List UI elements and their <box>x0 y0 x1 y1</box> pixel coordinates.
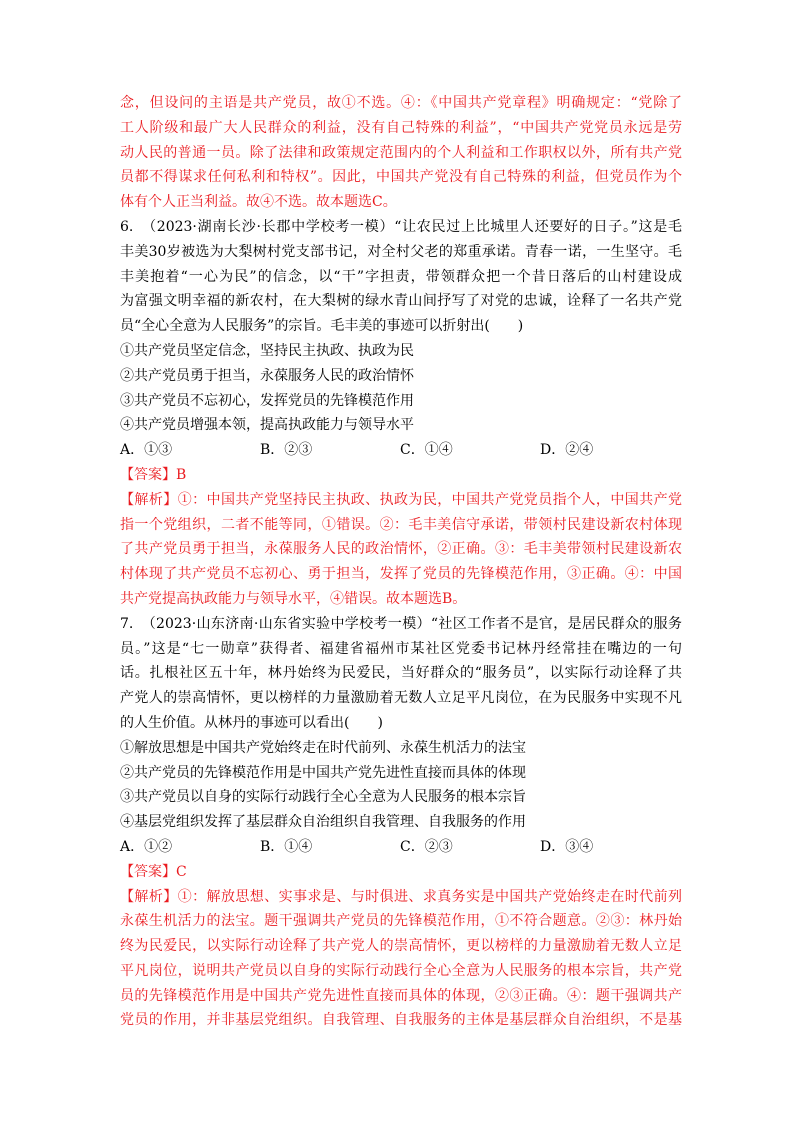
answer-choices <box>120 835 682 860</box>
analysis-text: ①：解放思想、实事求是、与时俱进、求真务实是中国共产党始终走在时代前列 <box>177 888 683 905</box>
question-stem-line: 丰美抱着“一心为民”的信念，以“干”字担责，带领群众把一个昔日落后的山村建设成 <box>120 268 682 285</box>
question-stem-text: “让农民过上比城里人还要好的日子。”这是毛 <box>394 218 682 235</box>
question-stem-line: 为富强文明幸福的新农村，在大梨树的绿水青山间抒写了对党的忠诚，诠释了一名共产党 <box>120 293 682 310</box>
question-source: （2023·湖南长沙·长郡中学校考一模） <box>141 218 395 235</box>
analysis-line: 了共产党员勇于担当，永葆服务人民的政治情怀，②正确。③：毛丰美带领村民建设新农 <box>120 541 682 558</box>
question-stem-line: 员。”这是“七一勋章”获得者、福建省福州市某社区党委书记林丹经常挂在嘴边的一句 <box>120 640 682 657</box>
choice-a <box>120 438 172 463</box>
choice-c <box>400 835 453 860</box>
choice-value: ②③ <box>424 838 453 855</box>
choice-b <box>260 835 312 860</box>
question-stem-line: 产党人的崇高情怀，更以榜样的力量激励着无数人立足平凡岗位，在为民服务中实现不凡 <box>120 690 682 707</box>
analysis-line: 员都不得谋求任何私利和特权”。因此，中国共产党没有自己特殊的利益，但党员作为个 <box>120 169 682 186</box>
question-stem-line: 话。扎根社区五十年，林丹始终为民爱民，当好群众的“服务员”，以实际行动诠释了共 <box>120 665 682 682</box>
statement-option: ③共产党员以自身的实际行动践行全心全意为人民服务的根本宗旨 <box>120 789 526 806</box>
choice-label: B． <box>260 442 285 459</box>
choice-label: D． <box>540 838 566 855</box>
choice-label: A． <box>120 442 145 459</box>
question-stem-line: 丰美30岁被选为大梨树村党支部书记，对全村父老的郑重承诺。青春一诺，一生坚守。毛 <box>120 243 682 260</box>
choice-value: ①④ <box>424 442 453 459</box>
statement-option: ④共产党员增强本领，提高执政能力与领导水平 <box>120 417 414 434</box>
choice-a <box>120 835 172 860</box>
statement-option: ②共产党员的先锋模范作用是中国共产党先进性直接而具体的体现 <box>120 764 526 781</box>
question-source: （2023·山东济南·山东省实验中学校考一模） <box>141 615 431 632</box>
question-number: 6. <box>120 218 134 235</box>
analysis-line: 共产党提高执政能力与领导水平，④错误。故本题选B。 <box>120 590 467 607</box>
statement-option: ③共产党员不忘初心，发挥党员的先锋模范作用 <box>120 392 414 409</box>
question-stem-text: “社区工作者不是官，是居民群众的服务 <box>430 615 682 632</box>
choice-value: ②③ <box>284 442 313 459</box>
question-stem-line <box>120 215 682 240</box>
analysis-line: 平凡岗位，说明共产党员以自身的实际行动践行全心全意为人民服务的根本宗旨，共产党 <box>120 962 682 979</box>
analysis-line: 动人民的普通一员。除了法律和政策规定范围内的个人利益和工作职权以外，所有共产党 <box>120 144 682 161</box>
statement-option: ④基层党组织发挥了基层群众自治组织自我管理、自我服务的作用 <box>120 814 526 831</box>
choice-d <box>540 835 593 860</box>
analysis-line: 体有个人正当利益。故④不选。故本题选C。 <box>120 194 397 211</box>
choice-b <box>260 438 312 463</box>
choice-label: C． <box>400 838 425 855</box>
choice-label: B． <box>260 838 285 855</box>
statement-option: ①共产党员坚定信念，坚持民主执政、执政为民 <box>120 342 414 359</box>
question-6 <box>120 215 682 612</box>
analysis-label: 【解析】 <box>120 888 178 905</box>
analysis-line: 终为民爱民，以实际行动诠释了共产党人的崇高情怀，更以榜样的力量激励着无数人立足 <box>120 938 682 955</box>
analysis-line: 念，但设问的主语是共产党员，故①不选。④：《中国共产党章程》明确规定：“党除了 <box>120 95 682 111</box>
analysis-line: 员的先锋模范作用是中国共产党先进性直接而具体的体现，②③正确。④：题干强调共产 <box>120 987 682 1004</box>
choice-label: D． <box>540 442 566 459</box>
analysis-line: 指一个党组织，二者不能等同，①错误。②：毛丰美信守承诺，带领村民建设新农村体现 <box>120 516 682 533</box>
answer-line <box>120 860 682 885</box>
analysis-line: 工人阶级和最广大人民群众的利益，没有自己特殊的利益”，“中国共产党党员永远是劳 <box>120 119 682 136</box>
question-7 <box>120 612 682 1034</box>
analysis-line: 党员的作用，并非基层党组织。自我管理、自我服务的主体是基层群众自治组织，不是基 <box>120 1012 682 1029</box>
question-number: 7. <box>120 615 134 632</box>
question-stem-line: 的人生价值。从林丹的事迹可以看出( ) <box>120 714 383 731</box>
choice-value: ①④ <box>284 838 313 855</box>
choice-c <box>400 438 453 463</box>
choice-value: ③④ <box>565 838 594 855</box>
statement-option: ①解放思想是中国共产党始终走在时代前列、永葆生机活力的法宝 <box>120 739 526 756</box>
choice-label: A． <box>120 838 145 855</box>
choice-value: ①② <box>144 838 173 855</box>
answer-label: 【答案】 <box>120 863 176 880</box>
prev-question-analysis <box>120 91 682 215</box>
choice-label: C． <box>400 442 425 459</box>
question-stem-line <box>120 612 682 637</box>
answer-choices <box>120 438 682 463</box>
analysis-text: ①：中国共产党坚持民主执政、执政为民，中国共产党党员指个人，中国共产党 <box>177 491 683 508</box>
analysis-line <box>120 488 682 513</box>
analysis-line: 村体现了共产党员不忘初心、勇于担当，发挥了党员的先锋模范作用，③正确。④：中国 <box>120 566 682 583</box>
answer-line <box>120 463 682 488</box>
answer-value: B <box>176 466 187 483</box>
answer-value: C <box>176 863 187 880</box>
choice-value: ②④ <box>565 442 594 459</box>
page-content <box>120 91 682 1033</box>
choice-d <box>540 438 593 463</box>
analysis-label: 【解析】 <box>120 491 178 508</box>
analysis-line <box>120 885 682 910</box>
question-stem-line: 员“全心全意为人民服务”的宗旨。毛丰美的事迹可以折射出( ) <box>120 318 524 335</box>
choice-value: ①③ <box>144 442 173 459</box>
answer-label: 【答案】 <box>120 466 176 483</box>
statement-option: ②共产党员勇于担当，永葆服务人民的政治情怀 <box>120 367 414 384</box>
analysis-line: 永葆生机活力的法宝。题干强调共产党员的先锋模范作用，①不符合题意。②③：林丹始 <box>120 913 682 930</box>
